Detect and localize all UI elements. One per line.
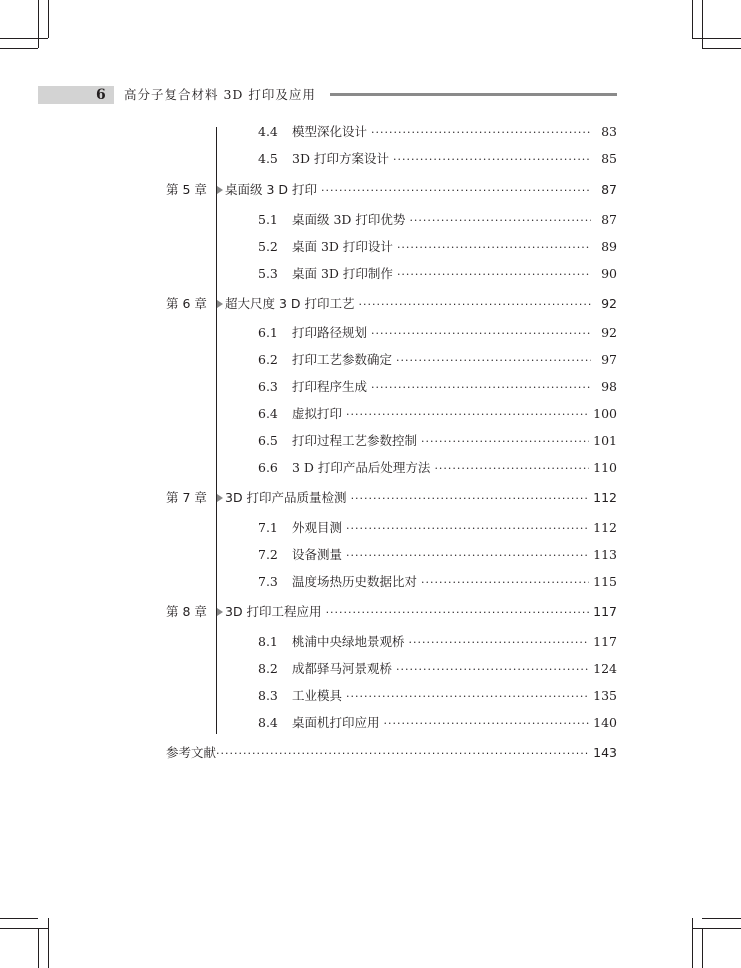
crop-mark [702, 928, 703, 968]
dot-leader [321, 181, 591, 201]
page-ref: 101 [593, 433, 617, 448]
dot-leader [359, 295, 592, 315]
page-ref: 112 [593, 490, 617, 505]
toc-chapter-8[interactable] [166, 602, 617, 622]
dot-leader [371, 123, 591, 143]
page-ref: 143 [593, 745, 617, 760]
section-number: 4.4 [258, 124, 278, 139]
dot-leader [371, 324, 591, 344]
section-number: 8.3 [258, 688, 278, 703]
crop-mark [702, 918, 741, 919]
section-number: 7.1 [258, 520, 278, 535]
dot-leader [396, 660, 589, 680]
page-ref: 85 [601, 151, 617, 166]
toc-section-7-2[interactable] [258, 545, 617, 565]
section-title: 3D 打印方案设计 [292, 151, 389, 166]
page-ref: 110 [593, 460, 617, 475]
section-number: 5.1 [258, 212, 278, 227]
crop-mark [692, 928, 741, 929]
page-ref: 92 [601, 325, 617, 340]
section-number: 6.4 [258, 406, 278, 421]
dot-leader [409, 633, 590, 653]
page-ref: 98 [601, 379, 617, 394]
section-title: 桌面机打印应用 [292, 715, 380, 730]
section-number: 5.2 [258, 239, 278, 254]
page-ref: 90 [601, 266, 617, 281]
section-title: 设备测量 [292, 547, 343, 562]
page-ref: 97 [601, 352, 617, 367]
dot-leader [346, 405, 589, 425]
dot-leader [409, 211, 591, 231]
dot-leader [346, 519, 589, 539]
page-ref: 140 [593, 715, 617, 730]
dot-leader [326, 603, 590, 623]
page-ref: 87 [601, 182, 617, 197]
page-number: 6 [96, 87, 106, 103]
triangle-marker-icon [217, 494, 223, 502]
section-title: 虚拟打印 [292, 406, 343, 421]
section-number: 5.3 [258, 266, 278, 281]
section-title: 桌面 3D 打印制作 [292, 266, 393, 281]
section-number: 4.5 [258, 151, 278, 166]
crop-mark [702, 48, 741, 49]
dot-leader [346, 687, 589, 707]
chapter-title: 3D 打印工程应用 [225, 604, 322, 619]
page-ref: 92 [601, 296, 617, 311]
toc-section-6-3[interactable] [258, 377, 617, 397]
header-rule [330, 93, 617, 96]
toc-section-8-4[interactable] [258, 713, 617, 733]
dot-leader [421, 432, 589, 452]
section-number: 6.5 [258, 433, 278, 448]
page-ref: 115 [593, 574, 617, 589]
section-title: 模型深化设计 [292, 124, 368, 139]
section-title: 打印路径规划 [292, 325, 368, 340]
triangle-marker-icon [217, 300, 223, 308]
crop-mark [48, 918, 49, 968]
section-title: 温度场热历史数据比对 [292, 574, 418, 589]
dot-leader [397, 238, 591, 258]
toc-section-5-3[interactable] [258, 264, 617, 284]
toc-chapter-5[interactable] [166, 180, 617, 200]
section-number: 8.2 [258, 661, 278, 676]
chapter-number: 第 7 章 [166, 490, 207, 505]
chapter-title: 桌面级 3 D 打印 [225, 182, 317, 197]
dot-leader [346, 546, 589, 566]
toc-references[interactable] [166, 743, 617, 763]
section-title: 桃浦中央绿地景观桥 [292, 634, 405, 649]
chapter-number: 第 8 章 [166, 604, 207, 619]
toc-section-5-2[interactable] [258, 237, 617, 257]
dot-leader [434, 459, 589, 479]
section-title: 打印程序生成 [292, 379, 368, 394]
section-number: 8.4 [258, 715, 278, 730]
section-title: 外观目测 [292, 520, 343, 535]
toc-section-6-4[interactable] [258, 404, 617, 424]
page-ref: 87 [601, 212, 617, 227]
crop-mark [0, 928, 48, 929]
section-number: 6.1 [258, 325, 278, 340]
page-ref: 117 [593, 604, 617, 619]
triangle-marker-icon [217, 186, 223, 194]
section-title: 成都驿马河景观桥 [292, 661, 393, 676]
chapter-title: 超大尺度 3 D 打印工艺 [225, 296, 355, 311]
crop-mark [48, 0, 49, 38]
dot-leader [421, 573, 589, 593]
page-ref: 112 [593, 520, 617, 535]
page-ref: 89 [601, 239, 617, 254]
chapter-number: 第 5 章 [166, 182, 207, 197]
page-ref: 113 [593, 547, 617, 562]
toc-section-6-2[interactable] [258, 350, 617, 370]
dot-leader [384, 714, 590, 734]
page-ref: 124 [593, 661, 617, 676]
crop-mark [38, 928, 39, 968]
page-ref: 100 [593, 406, 617, 421]
dot-leader [371, 378, 591, 398]
toc-section-6-1[interactable] [258, 323, 617, 343]
crop-mark [692, 0, 693, 38]
section-number: 6.3 [258, 379, 278, 394]
section-number: 7.3 [258, 574, 278, 589]
toc-chapter-7[interactable] [166, 488, 617, 508]
toc-section-4-4[interactable] [258, 122, 617, 142]
dot-leader [393, 150, 591, 170]
section-number: 6.6 [258, 460, 278, 475]
section-title: 桌面 3D 打印设计 [292, 239, 393, 254]
section-title: 打印过程工艺参数控制 [292, 433, 418, 448]
toc-section-8-1[interactable] [258, 632, 617, 652]
page-ref: 83 [601, 124, 617, 139]
toc-chapter-6[interactable] [166, 294, 617, 314]
crop-mark [0, 38, 48, 39]
crop-mark [0, 48, 38, 49]
crop-mark [692, 38, 741, 39]
toc-section-5-1[interactable] [258, 210, 617, 230]
toc-section-6-6[interactable] [258, 458, 617, 478]
section-title: 打印工艺参数确定 [292, 352, 393, 367]
dot-leader [397, 265, 591, 285]
dot-leader [216, 744, 589, 764]
running-title: 高分子复合材料 3D 打印及应用 [124, 87, 316, 102]
dot-leader [396, 351, 591, 371]
toc-section-8-3[interactable] [258, 686, 617, 706]
triangle-marker-icon [217, 608, 223, 616]
toc-section-8-2[interactable] [258, 659, 617, 679]
toc-section-4-5[interactable] [258, 149, 617, 169]
references-title: 参考文献 [166, 745, 217, 760]
section-title: 工业模具 [292, 688, 343, 703]
crop-mark [702, 0, 703, 48]
section-title: 3 D 打印产品后处理方法 [292, 460, 431, 475]
crop-mark [38, 0, 39, 48]
section-number: 6.2 [258, 352, 278, 367]
toc-section-7-3[interactable] [258, 572, 617, 592]
section-number: 8.1 [258, 634, 278, 649]
page-ref: 117 [593, 634, 617, 649]
toc-section-7-1[interactable] [258, 518, 617, 538]
chapter-number: 第 6 章 [166, 296, 207, 311]
crop-mark [692, 918, 693, 968]
crop-mark [0, 918, 38, 919]
page-ref: 135 [593, 688, 617, 703]
toc-section-6-5[interactable] [258, 431, 617, 451]
dot-leader [351, 489, 590, 509]
chapter-title: 3D 打印产品质量检测 [225, 490, 347, 505]
toc-vertical-line [216, 127, 217, 734]
section-title: 桌面级 3D 打印优势 [292, 212, 406, 227]
section-number: 7.2 [258, 547, 278, 562]
